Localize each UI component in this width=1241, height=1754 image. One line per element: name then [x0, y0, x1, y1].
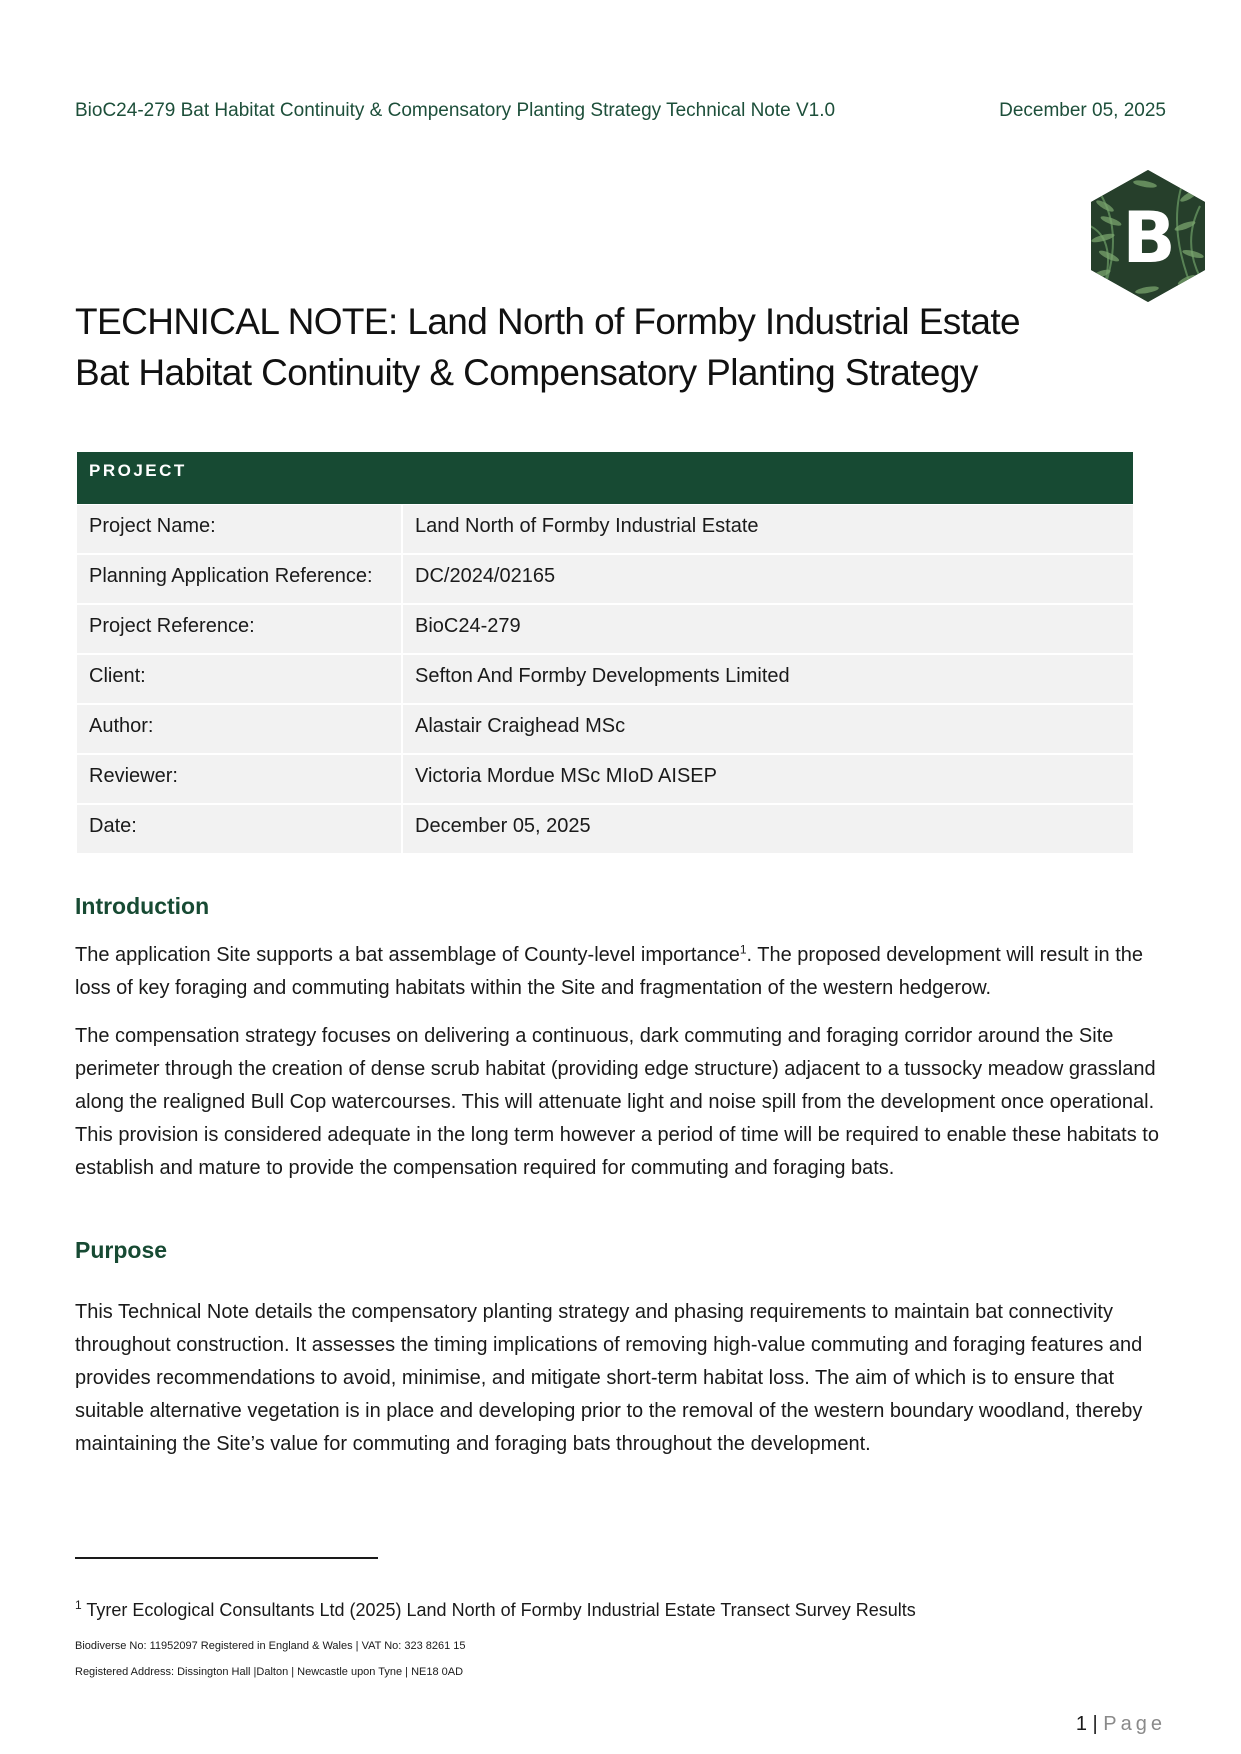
table-row [77, 653, 1133, 703]
registered-address-line: Registered Address: Dissington Hall |Dalton | Newcastle upon Tyne | NE18 0AD [75, 1666, 464, 1678]
table-row [77, 553, 1133, 603]
footnote-marker: 1 [75, 1598, 82, 1612]
company-registration-line: Biodiverse No: 11952097 Registered in England & Wales | VAT No: 323 8261 15 [75, 1640, 466, 1652]
footnote [75, 1600, 916, 1621]
intro-text-end: . The proposed development will result in the loss of key foraging and commuting habitats within the Site and fragmentation of the western hedgerow. [75, 944, 1144, 999]
footnote-reference[interactable]: 1 [739, 942, 747, 957]
row-value: Land North of Formby Industrial Estate [403, 505, 1133, 553]
document-title [75, 296, 1135, 398]
row-value: BioC24-279 [403, 605, 1133, 653]
page-number [1076, 1713, 1166, 1736]
header-document-reference: BioC24-279 Bat Habitat Continuity & Compensatory Planting Strategy Technical Note V1.0 [75, 100, 836, 121]
footnote-separator [75, 1557, 378, 1559]
biodiverse-hexagon-logo-icon [1085, 166, 1211, 306]
table-row [77, 603, 1133, 653]
table-row [77, 803, 1133, 853]
introduction-paragraph-1 [75, 939, 1180, 1005]
project-details-table [77, 452, 1133, 853]
row-label: Project Reference: [77, 605, 403, 653]
title-line-2: Bat Habitat Continuity & Compensatory Planting Strategy [75, 352, 978, 393]
purpose-heading: Purpose [75, 1237, 168, 1263]
row-label: Project Name: [77, 505, 403, 553]
row-label: Reviewer: [77, 755, 403, 803]
row-value: DC/2024/02165 [403, 555, 1133, 603]
row-label: Author: [77, 705, 403, 753]
table-row [77, 703, 1133, 753]
introduction-paragraph-2: The compensation strategy focuses on delivering a continuous, dark commuting and foraging corridor around the Site perimeter through the creation of dense scrub habitat (providing edge structure) adjacent to a tussocky meadow grassland along the realigned Bull Cop watercourses. This will attenuate light and noise spill from the development once operational. This provision is considered adequate in the long term however a period of time will be required to enable these habitats to establish and mature to provide the compensation required for commuting and foraging bats. [75, 1025, 1159, 1179]
project-table-header: PROJECT [77, 452, 1133, 504]
row-value: December 05, 2025 [403, 805, 1133, 853]
table-row [77, 753, 1133, 803]
page-number-value: 1 [1075, 1713, 1087, 1735]
footnote-text: Tyrer Ecological Consultants Ltd (2025) Land North of Formby Industrial Estate Transect Survey Results [81, 1600, 916, 1620]
row-label: Date: [77, 805, 403, 853]
row-value: Sefton And Formby Developments Limited [403, 655, 1133, 703]
introduction-heading: Introduction [75, 893, 210, 919]
row-value: Victoria Mordue MSc MIoD AISEP [403, 755, 1133, 803]
logo-letter: B [1122, 197, 1176, 279]
intro-text-start: The application Site supports a bat assemblage of County-level importance [75, 944, 740, 966]
purpose-paragraph: This Technical Note details the compensatory planting strategy and phasing requirements to maintain bat connectivity throughout construction. It assesses the timing implications of removing high-value commuting and foraging features and provides recommendations to avoid, minimise, and mitigate short-term habitat loss. The aim of which is to ensure that suitable alternative vegetation is in place and developing prior to the removal of the western boundary woodland, thereby maintaining the Site’s value for commuting and foraging bats throughout the development. [75, 1301, 1143, 1455]
table-row [77, 504, 1133, 553]
page-word: Page [1103, 1713, 1166, 1735]
page-number-separator: | [1086, 1713, 1104, 1735]
title-line-1: TECHNICAL NOTE: Land North of Formby Industrial Estate [75, 301, 1021, 342]
row-value: Alastair Craighead MSc [403, 705, 1133, 753]
row-label: Client: [77, 655, 403, 703]
header-date: December 05, 2025 [999, 100, 1166, 121]
row-label: Planning Application Reference: [77, 555, 403, 603]
